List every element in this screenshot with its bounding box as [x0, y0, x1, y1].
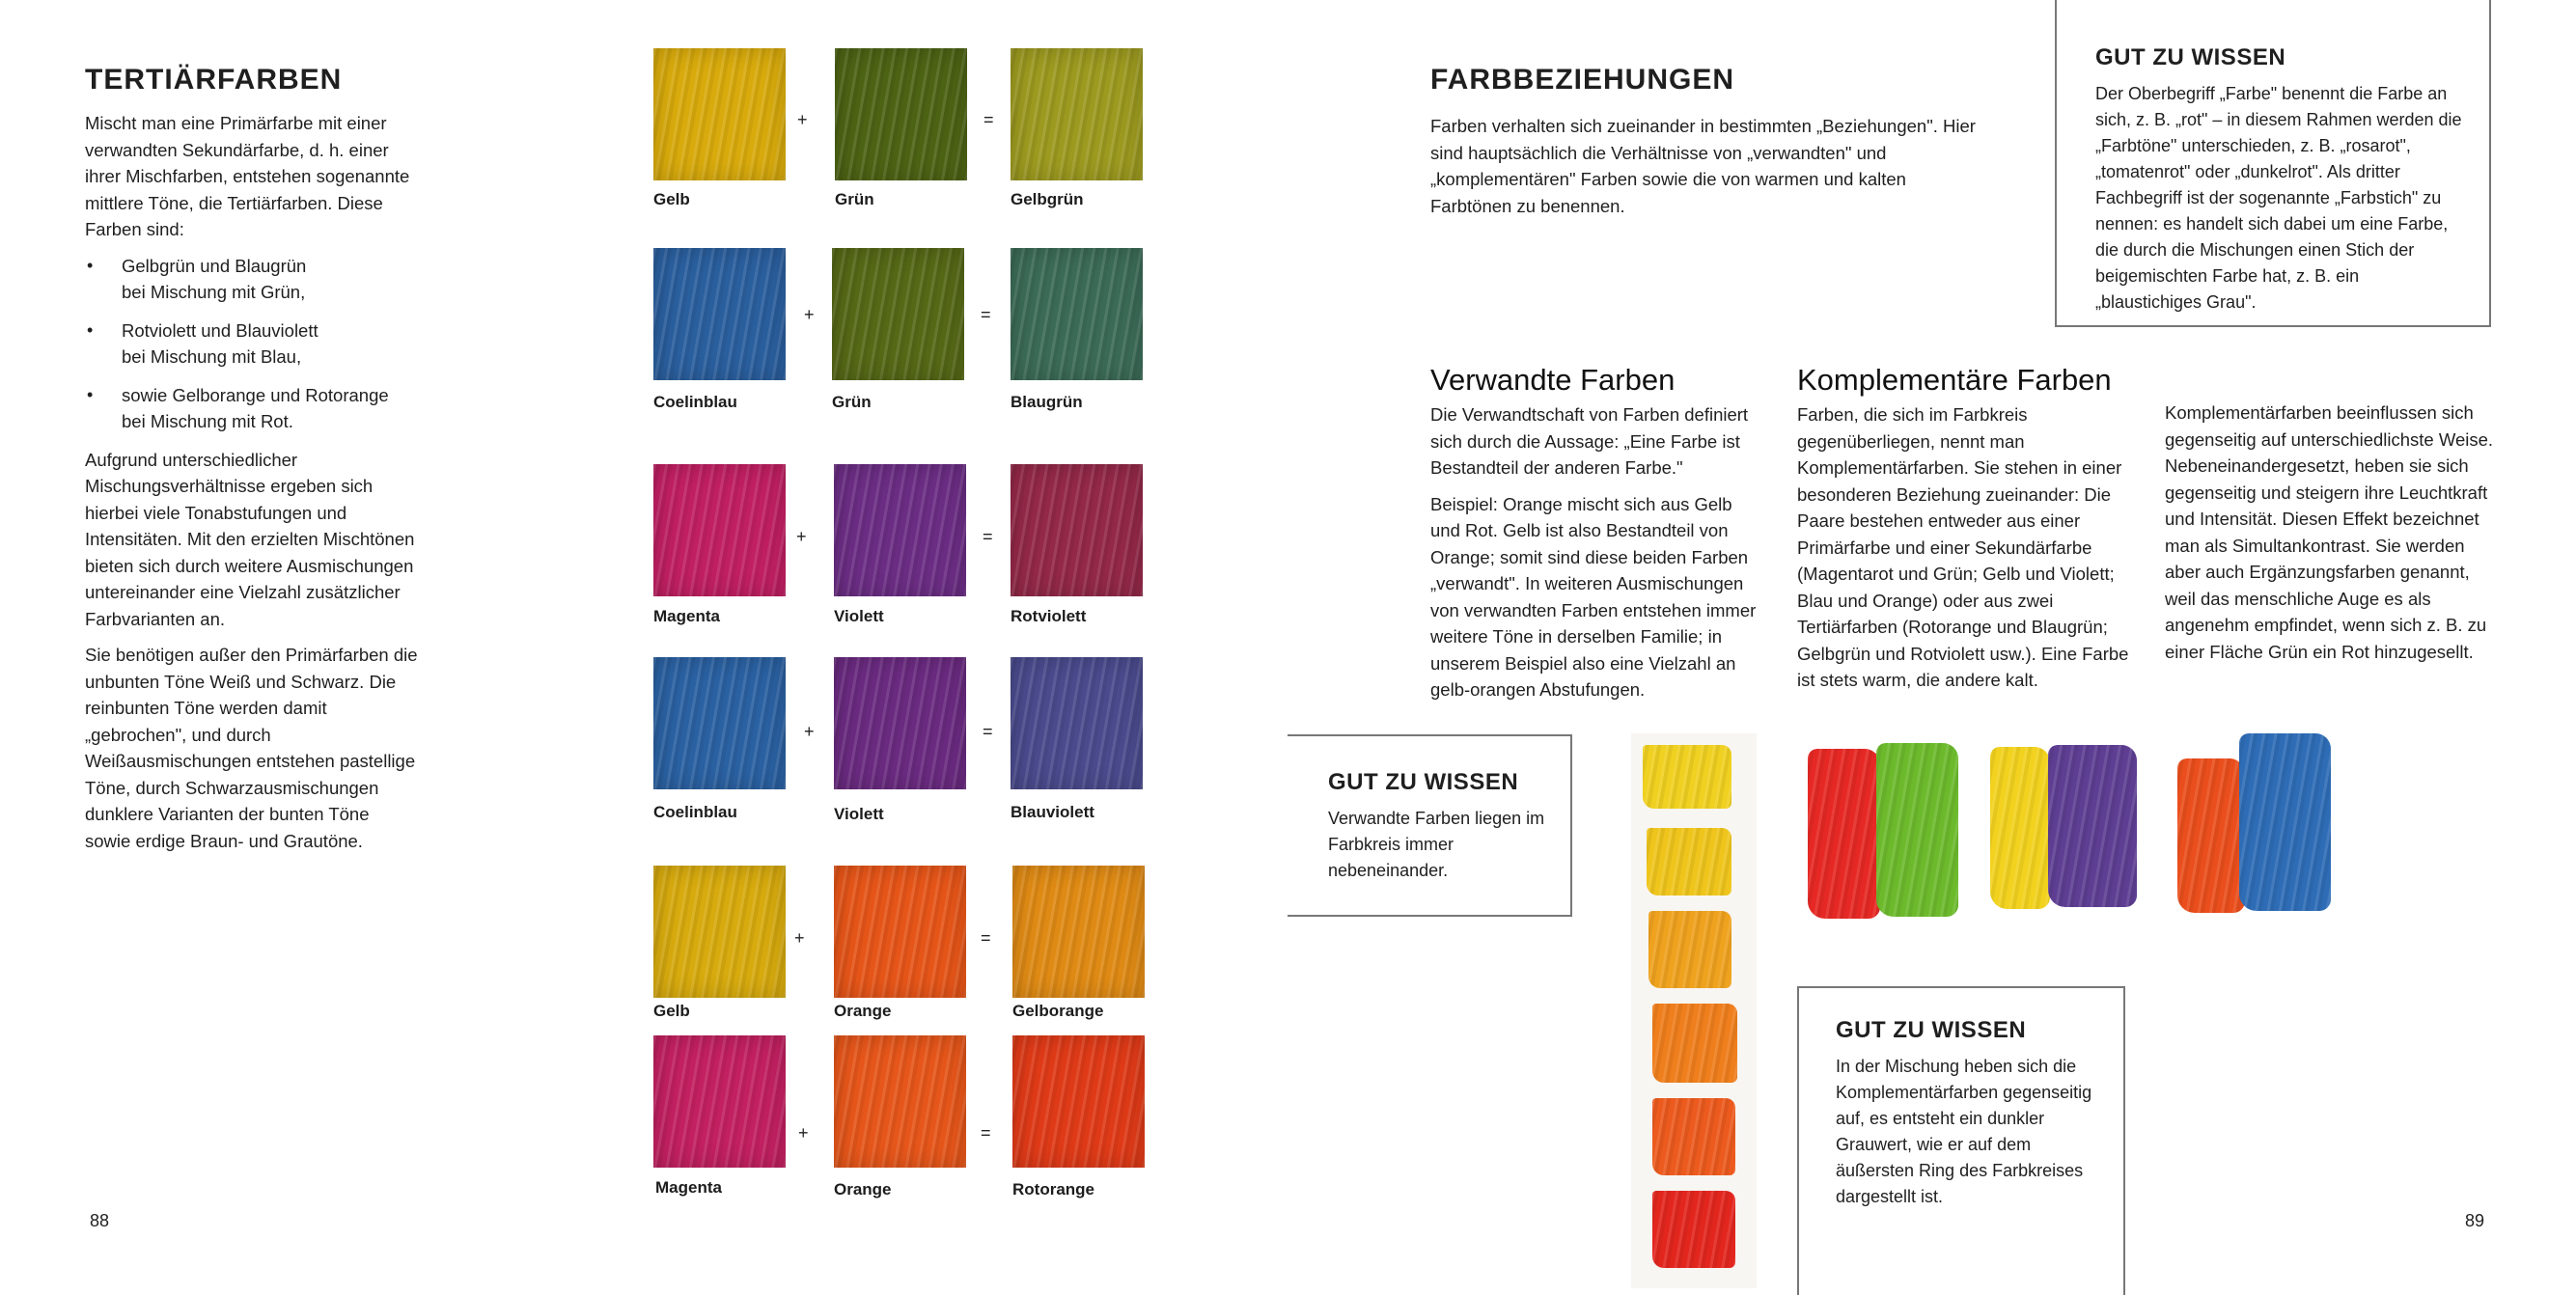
plus-sign: + [794, 928, 805, 948]
label-a: Coelinblau [653, 803, 737, 821]
label-a: Magenta [655, 1178, 722, 1197]
label-result: Blaugrün [1011, 393, 1083, 411]
info-box-farbe [2055, 0, 2491, 327]
label-result: Rotviolett [1011, 607, 1087, 625]
info-box-text: In der Mischung heben sich die Komplementärfarben gegenseitig auf, es entsteht ein dunkler Grauwert, wie er auf dem äußersten Ring des Farbkreises dargestellt ist. [1836, 1057, 2092, 1206]
komplementaere-farben-section [1797, 363, 2130, 694]
left-body [85, 110, 418, 854]
paragraph-intro: Mischt man eine Primärfarbe mit einer verwandten Sekundärfarbe, d. h. einer ihrer Mischfarben, entstehen sogenannte mittlere Töne, die Tertiärfarben. Diese Farben sind: [85, 113, 410, 239]
swatch-b [835, 48, 967, 180]
label-b: Grün [832, 393, 872, 411]
brushstroke-left [2177, 758, 2245, 913]
label-result: Blauviolett [1011, 803, 1094, 821]
plus-sign: + [797, 110, 808, 129]
label-b: Violett [834, 607, 884, 625]
swatch-b [834, 657, 966, 789]
equals-sign: = [983, 722, 993, 741]
swatch-a [653, 464, 786, 596]
list-item: • sowie Gelborange und Rotorange bei Mischung mit Rot. [85, 382, 418, 435]
komplementaer-effect-paragraph: Komplementärfarben beeinflussen sich gegenseitig auf unterschiedlichste Weise. Nebeneinandergesetzt, heben sie sich gegenseitig und steigern ihre Leuchtkraft und Intensität. Diesen Effekt bezeichnet man als Simultankontrast. Sie werden aber auch Ergänzungsfarben genannt, weil das menschliche Auge es als angenehm empfindet, wenn sich z. B. zu einer Fläche Grün ein Rot hinzugesellt. [2165, 402, 2494, 662]
label-a: Magenta [653, 607, 720, 625]
paragraph-unbunt: Sie benötigen außer den Primärfarben die unbunten Töne Weiß und Schwarz. Die reinbunten Töne werden damit „gebrochen", und durch Weißausmischungen entstehen pastellige Töne, durch Schwarzausmischungen dunklere Varianten der bunten Töne sowie erdige Braun- und Grautöne. [85, 645, 418, 851]
paint-swatch [1652, 1004, 1737, 1083]
info-box-verwandte [1288, 734, 1572, 917]
swatch-a [653, 657, 786, 789]
paint-swatch [1648, 911, 1731, 988]
brushstroke-left [1990, 747, 2050, 909]
plus-sign: + [798, 1123, 809, 1143]
section-title-tertiaerfarben: TERTIÄRFARBEN [85, 64, 343, 96]
swatch-b [834, 866, 966, 998]
brushstroke-right [2239, 733, 2331, 911]
label-b: Orange [834, 1180, 892, 1199]
subheading-komplementaere-farben: Komplementäre Farben [1797, 363, 2112, 397]
section-title-farbbeziehungen: FARBBEZIEHUNGEN [1430, 64, 1735, 96]
intro-paragraph: Farben verhalten sich zueinander in bestimmten „Beziehungen". Hier sind hauptsächlich die Verhältnisse von „verwandten" und „komplementären" Farben sowie die von warmen und kalten Farbtönen zu benennen. [1430, 116, 1976, 216]
paint-swatch [1647, 828, 1731, 895]
brushstroke-left [1808, 749, 1880, 919]
related-colors-strip [1631, 733, 1757, 1288]
label-b: Grün [835, 190, 874, 208]
swatch-b [834, 464, 966, 596]
paragraph-definition: Die Verwandtschaft von Farben definiert sich durch die Aussage: „Eine Farbe ist Bestandteil der anderen Farbe." [1430, 404, 1749, 478]
swatch-result [1011, 48, 1143, 180]
info-box-text: Der Oberbegriff „Farbe" benennt die Farbe an sich, z. B. „rot" – in diesem Rahmen werden die „Farbtöne" unterschieden, z. B. „rosarot", „tomatenrot" oder „dunkelrot". Als dritter Fachbegriff ist der sogenannte „Farbstich" zu nennen: es handelt sich dabei um eine Farbe, die durch die Mischungen einen Stich der beigemischten Farbe hat, z. B. ein „blaustichiges Grau". [2095, 84, 2462, 312]
info-box-text: Verwandte Farben liegen im Farbkreis immer nebeneinander. [1328, 809, 1545, 880]
swatch-result [1012, 866, 1145, 998]
plus-sign: + [804, 722, 815, 741]
info-box-title: GUT ZU WISSEN [1836, 1017, 2027, 1043]
info-box-title: GUT ZU WISSEN [1328, 769, 1519, 795]
paint-swatch [1652, 1191, 1735, 1268]
komplementaer-body: Farben, die sich im Farbkreis gegenüberliegen, nennt man Komplementärfarben. Sie stehen in einer besonderen Beziehung zueinander: Die Paare bestehen entweder aus einer Primärfarbe und einer Sekundärfarbe (Magentarot und Grün; Gelb und Violett; Blau und Orange) oder aus zwei Tertiärfarben (Rotorange und Blaugrün; Gelbgrün und Rotviolett usw.). Eine Farbe ist stets warm, die andere kalt. [1797, 404, 2129, 690]
label-result: Rotorange [1012, 1180, 1094, 1199]
swatch-b [834, 1035, 966, 1168]
paragraph-example: Beispiel: Orange mischt sich aus Gelb und Rot. Gelb ist also Bestandteil von Orange; somit sind diese beiden Farben „verwandt". In weiteren Ausmischungen von verwandten Farben entstehen immer weitere Töne in derselben Familie; in unserem Beispiel also eine Vielzahl an gelb-orangen Abstufungen. [1430, 493, 1757, 700]
brushstroke-right [1876, 743, 1958, 917]
swatch-b [832, 248, 964, 380]
swatch-a [653, 866, 786, 998]
page-number-right: 89 [2465, 1211, 2485, 1230]
tertiary-list [85, 253, 418, 435]
label-b: Violett [834, 805, 884, 823]
equals-sign: = [983, 110, 994, 129]
swatch-a [653, 1035, 786, 1168]
info-box-title: GUT ZU WISSEN [2095, 44, 2286, 70]
paint-swatch [1643, 745, 1731, 809]
equals-sign: = [981, 1123, 991, 1143]
equals-sign: = [981, 305, 991, 324]
swatch-result [1012, 1035, 1145, 1168]
swatch-result [1011, 464, 1143, 596]
list-item: • Rotviolett und Blauviolett bei Mischung mit Blau, [85, 317, 418, 371]
left-text-column [85, 64, 418, 864]
plus-sign: + [804, 305, 815, 324]
label-a: Coelinblau [653, 393, 737, 411]
paint-swatch [1652, 1098, 1735, 1175]
verwandte-farben-section [1430, 363, 1759, 713]
equals-sign: = [981, 928, 991, 948]
list-item: • Gelbgrün und Blaugrün bei Mischung mit Grün, [85, 253, 418, 306]
swatch-result [1011, 248, 1143, 380]
label-result: Gelbgrün [1011, 190, 1084, 208]
paragraph-mixing: Aufgrund unterschiedlicher Mischungsverhältnisse ergeben sich hierbei viele Tonabstufungen und Intensitäten. Mit den erzielten Mischtönen bieten sich durch weitere Ausmischungen untereinander eine Vielzahl zusätzlicher Farbvarianten an. [85, 449, 415, 629]
swatch-result [1011, 657, 1143, 789]
label-b: Orange [834, 1002, 892, 1020]
page-number-left: 88 [90, 1211, 110, 1230]
verwandte-body [1430, 401, 1759, 703]
label-a: Gelb [653, 1002, 690, 1020]
swatch-a [653, 248, 786, 380]
label-a: Gelb [653, 190, 690, 208]
plus-sign: + [796, 527, 807, 546]
brushstroke-right [2048, 745, 2137, 907]
swatch-a [653, 48, 786, 180]
subheading-verwandte-farben: Verwandte Farben [1430, 363, 1676, 397]
equals-sign: = [983, 527, 993, 546]
label-result: Gelborange [1012, 1002, 1104, 1020]
info-box-komplementaer [1797, 986, 2125, 1295]
